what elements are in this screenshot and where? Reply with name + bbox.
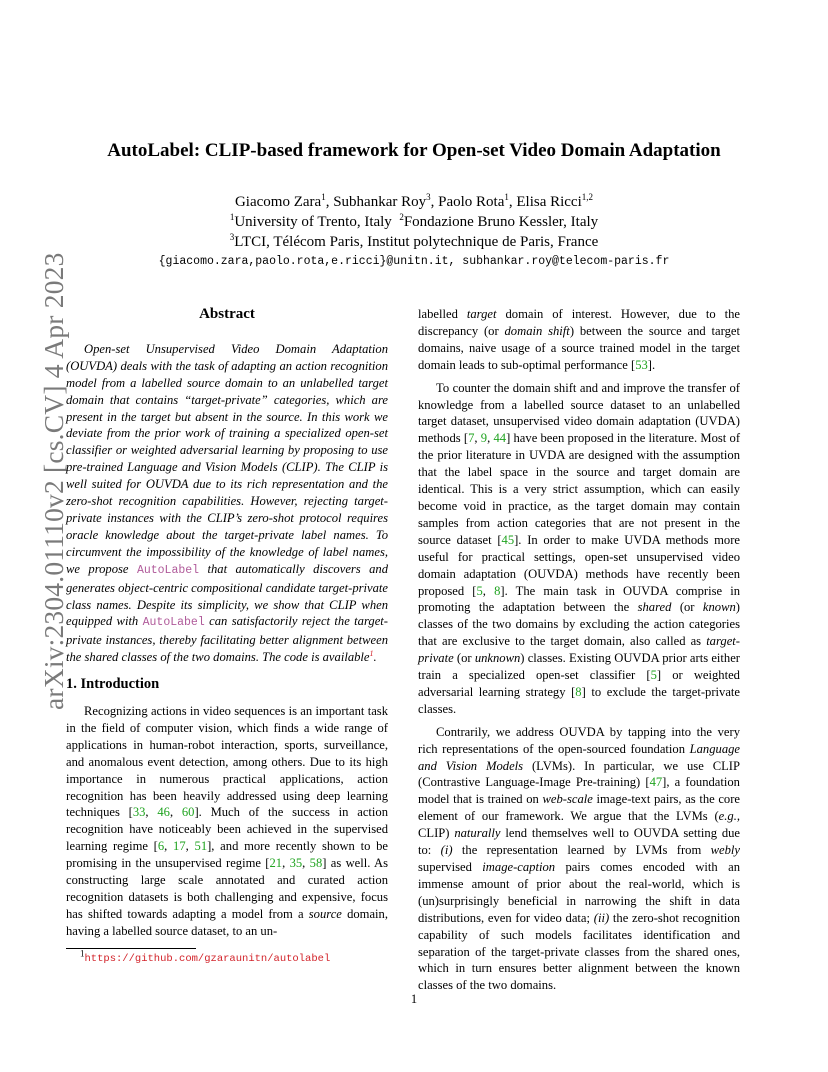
- citation-link[interactable]: 8: [575, 684, 582, 699]
- intro-paragraph-1-cont: labelled target domain of interest. However, due to the discrepancy (or domain shift) between the source and target domains, naive usage of a source trained model in the target domain leads to sub-optimal performance [53].: [418, 307, 740, 372]
- citation-link[interactable]: 47: [649, 775, 663, 790]
- citation-link[interactable]: 5: [650, 668, 657, 683]
- citation-link[interactable]: 58: [309, 856, 323, 871]
- citation-link[interactable]: 6: [157, 839, 165, 854]
- intro-paragraph-1: Recognizing actions in video sequences is an important task in the field of computer vision, which finds a wide range of applications in human-robot interaction, sports, surveillance, and anomalous event detection, among others. Due to its high importance in numerous practical applications, action recognition has been heavily addressed using deep learning techniques [33, 46, 60]. Much of the success in action recognition have noticeably been achieved in the supervised learning regime [6, 17, 51], and more recently shown to be promising in the unsupervised regime [21, 35, 58] as well. As constructing large scale annotated and curated action recognition datasets is both challenging and expensive, focus has shifted towards adapting a model from a source domain, having a labelled source dataset, to an un-: [66, 704, 389, 938]
- intro-paragraph-3: Contrarily, we address OUVDA by tapping into the very rich representations of the open-sourced foundation Language and Vision Models (LVMs). In particular, we use CLIP (Contrastive Language-Image Pre-training) [47], a foundation model that is trained on web-scale image-text pairs, as the core element of our framework. We argue that the LVMs (e.g., CLIP) naturally lend themselves well to OUVDA setting due to: (i) the representation learned by LVMs from webly supervised image-caption pairs comes encoded with an immense amount of prior about the real-world, which is (un)surprisingly beneficial in narrowing the shift in data distributions, even for video data; (ii) the zero-shot recognition capability of such models facilitates identification and separation of the target-private classes from the shared ones, which in turn ensures better alignment between the known classes of the two domains.: [418, 724, 741, 993]
- citation-link[interactable]: 60: [181, 805, 195, 820]
- autolabel-name: AutoLabel: [142, 616, 205, 630]
- citation-link[interactable]: 21: [269, 856, 283, 871]
- paper-title: AutoLabel: CLIP-based framework for Open-set Video Domain Adaptation: [107, 140, 721, 161]
- citation-link[interactable]: 5: [476, 583, 483, 598]
- arxiv-id: arXiv:2304.01110v2 [cs.CV] 4 Apr 2023: [38, 252, 69, 710]
- citation-link[interactable]: 46: [157, 805, 170, 820]
- citation-link[interactable]: 9: [480, 431, 488, 446]
- footnote-link[interactable]: https://github.com/gzaraunitn/autolabel: [84, 953, 331, 965]
- author-names: Giacomo Zara$^1$, Subhankar Roy$^3$, Paolo Rota$^1$, Elisa Ricci$^{1,2}$: [234, 192, 594, 210]
- citation-link[interactable]: 7: [468, 431, 475, 446]
- citation-link[interactable]: 17: [173, 839, 186, 854]
- citation-link[interactable]: 35: [289, 856, 303, 871]
- citation-link[interactable]: 44: [493, 431, 507, 446]
- intro-paragraph-2: To counter the domain shift and and improve the transfer of knowledge from a labelled source dataset to an unlabelled target dataset, unsupervised video domain adaptation (UVDA) methods [7, 9, 44] have been proposed in the literature. Most of the prior literature in UVDA are designed with the assumption that the label space in the source and target domain are identical. This is a very strict assumption, which can easily become void in practice, as the target domain may contain samples from action categories that are not present in the source dataset [45]. In order to make UVDA methods more useful for practical settings, open-set unsupervised video domain adaptation (OUVDA) methods have recently been proposed [5, 8]. The main task in OUVDA comprise in promoting the adaptation between the shared (or known) classes of the two domains by excluding the action categories that are exclusive to the target domain, also called as target-private (or unknown) classes. Existing OUVDA prior arts either train a specialized open-set classifier [5] or weighted adversarial learning strategy [8] to exclude the target-private classes.: [418, 380, 741, 716]
- page-number: 1: [410, 992, 418, 1006]
- autolabel-name: AutoLabel: [136, 563, 200, 577]
- section-heading: 1. Introduction: [66, 676, 160, 693]
- abstract-text: Open-set Unsupervised Video Domain Adaptation (OUVDA) deals with the task of adapting an action recognition model from a labelled source domain to an unlabelled target domain that contains “target-private” categories, which are present in the target but absent in the source. In this work we deviate from the prior work of training a specialized open-set classifier or weighted adversarial learning by proposing to use pre-trained Language and Vision Models (CLIP). The CLIP is well suited for OUVDA due to its rich representation and the zero-shot recognition capabilities. However, rejecting target-private instances with the CLIP’s zero-shot protocol requires oracle knowledge about the target-private label names. To circumvent the impossibility of the knowledge of label names, we propose AutoLabel that automatically discovers and generates object-centric compositional candidate target-private class names. Despite its simplicity, we show that CLIP when equipped with AutoLabel can satisfactorily reject the target-private instances, thereby facilitating better alignment between the shared classes of the two domains. The code is available$^1$.: [66, 341, 389, 665]
- citation-link[interactable]: 33: [132, 805, 146, 820]
- footnote-ref[interactable]: 1: [369, 649, 374, 659]
- author-emails: {giacomo.zara,paolo.rota,e.ricci}@unitn.it, subhankar.roy@telecom-paris.fr: [158, 255, 670, 268]
- left-column: [66, 306, 388, 946]
- citation-link[interactable]: 8: [494, 583, 501, 598]
- right-column: [418, 306, 740, 1000]
- abstract-heading: Abstract: [199, 306, 255, 322]
- citation-link[interactable]: 51: [194, 839, 208, 854]
- affiliations-line-2: $^3$LTCI, Télécom Paris, Institut polytechnique de Paris, France: [229, 232, 599, 250]
- author-block: [0, 192, 828, 252]
- citation-link[interactable]: 45: [501, 532, 515, 547]
- footnote-divider: [66, 948, 196, 949]
- footnote: $^1$https://github.com/gzaraunitn/autolabel: [80, 948, 331, 965]
- arxiv-watermark: [18, 252, 69, 710]
- citation-link[interactable]: 53: [635, 357, 648, 372]
- affiliations-line-1: $^1$University of Trento, Italy $^2$Fondazione Bruno Kessler, Italy: [229, 212, 599, 230]
